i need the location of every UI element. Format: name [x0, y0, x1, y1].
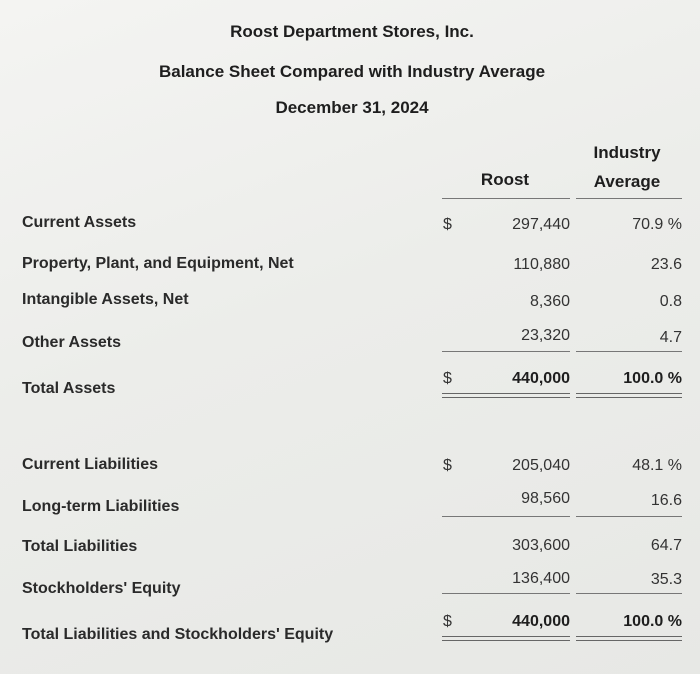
statement-date: December 31, 2024	[275, 98, 429, 117]
column-header-industry-line2: Average	[593, 172, 661, 191]
industry-current-assets: 70.9 %	[632, 216, 682, 233]
double-underline-total-assets-industry	[576, 393, 682, 398]
row-label-total-liabilities: Total Liabilities	[22, 538, 138, 555]
roost-total-assets: 440,000	[512, 370, 570, 387]
subtotal-line-equity-roost	[442, 593, 570, 594]
roost-intangible-assets: 8,360	[529, 293, 570, 310]
row-label-current-liabilities: Current Liabilities	[22, 456, 159, 473]
double-underline-total-le-industry	[576, 636, 682, 641]
industry-total-liabilities: 64.7	[650, 537, 682, 554]
column-header-industry-line1: Industry	[593, 143, 661, 162]
row-label-current-assets: Current Assets	[22, 214, 137, 231]
roost-total-liabilities-equity: 440,000	[512, 613, 570, 630]
subtotal-line-assets-industry	[576, 351, 682, 352]
industry-stockholders-equity: 35.3	[650, 571, 682, 588]
subtotal-line-liabilities-roost	[442, 516, 570, 517]
dollar-sign: $	[443, 370, 452, 387]
row-label-long-term-liabilities: Long-term Liabilities	[22, 498, 180, 515]
dollar-sign: $	[443, 216, 452, 233]
row-label-total-assets: Total Assets	[22, 380, 116, 397]
industry-current-liabilities: 48.1 %	[632, 457, 682, 474]
industry-intangible-assets: 0.8	[659, 293, 682, 310]
roost-ppe: 110,880	[513, 256, 570, 273]
company-name: Roost Department Stores, Inc.	[230, 22, 474, 41]
industry-other-assets: 4.7	[659, 329, 682, 346]
roost-long-term-liabilities: 98,560	[521, 490, 570, 507]
roost-stockholders-equity: 136,400	[512, 570, 570, 587]
double-underline-total-assets-roost	[442, 393, 570, 398]
row-label-stockholders-equity: Stockholders' Equity	[22, 580, 181, 597]
roost-total-liabilities: 303,600	[512, 537, 570, 554]
header-underline-roost	[442, 198, 570, 199]
roost-current-assets: 297,440	[512, 216, 570, 233]
subtotal-line-assets-roost	[442, 351, 570, 352]
double-underline-total-le-roost	[442, 636, 570, 641]
dollar-sign: $	[443, 457, 452, 474]
industry-long-term-liabilities: 16.6	[650, 492, 682, 509]
industry-total-assets: 100.0 %	[623, 370, 682, 387]
industry-total-liabilities-equity: 100.0 %	[623, 613, 682, 630]
row-label-intangible-assets: Intangible Assets, Net	[22, 291, 189, 308]
subtotal-line-equity-industry	[576, 593, 682, 594]
subtotal-line-liabilities-industry	[576, 516, 682, 517]
statement-title: Balance Sheet Compared with Industry Average	[158, 62, 546, 81]
row-label-ppe: Property, Plant, and Equipment, Net	[22, 255, 294, 272]
row-label-other-assets: Other Assets	[22, 334, 121, 351]
roost-other-assets: 23,320	[521, 327, 570, 344]
industry-ppe: 23.6	[650, 256, 682, 273]
column-header-roost: Roost	[480, 170, 530, 189]
header-underline-industry	[576, 198, 682, 199]
row-label-total-liabilities-equity: Total Liabilities and Stockholders' Equity	[22, 626, 334, 643]
roost-current-liabilities: 205,040	[512, 457, 570, 474]
dollar-sign: $	[443, 613, 452, 630]
